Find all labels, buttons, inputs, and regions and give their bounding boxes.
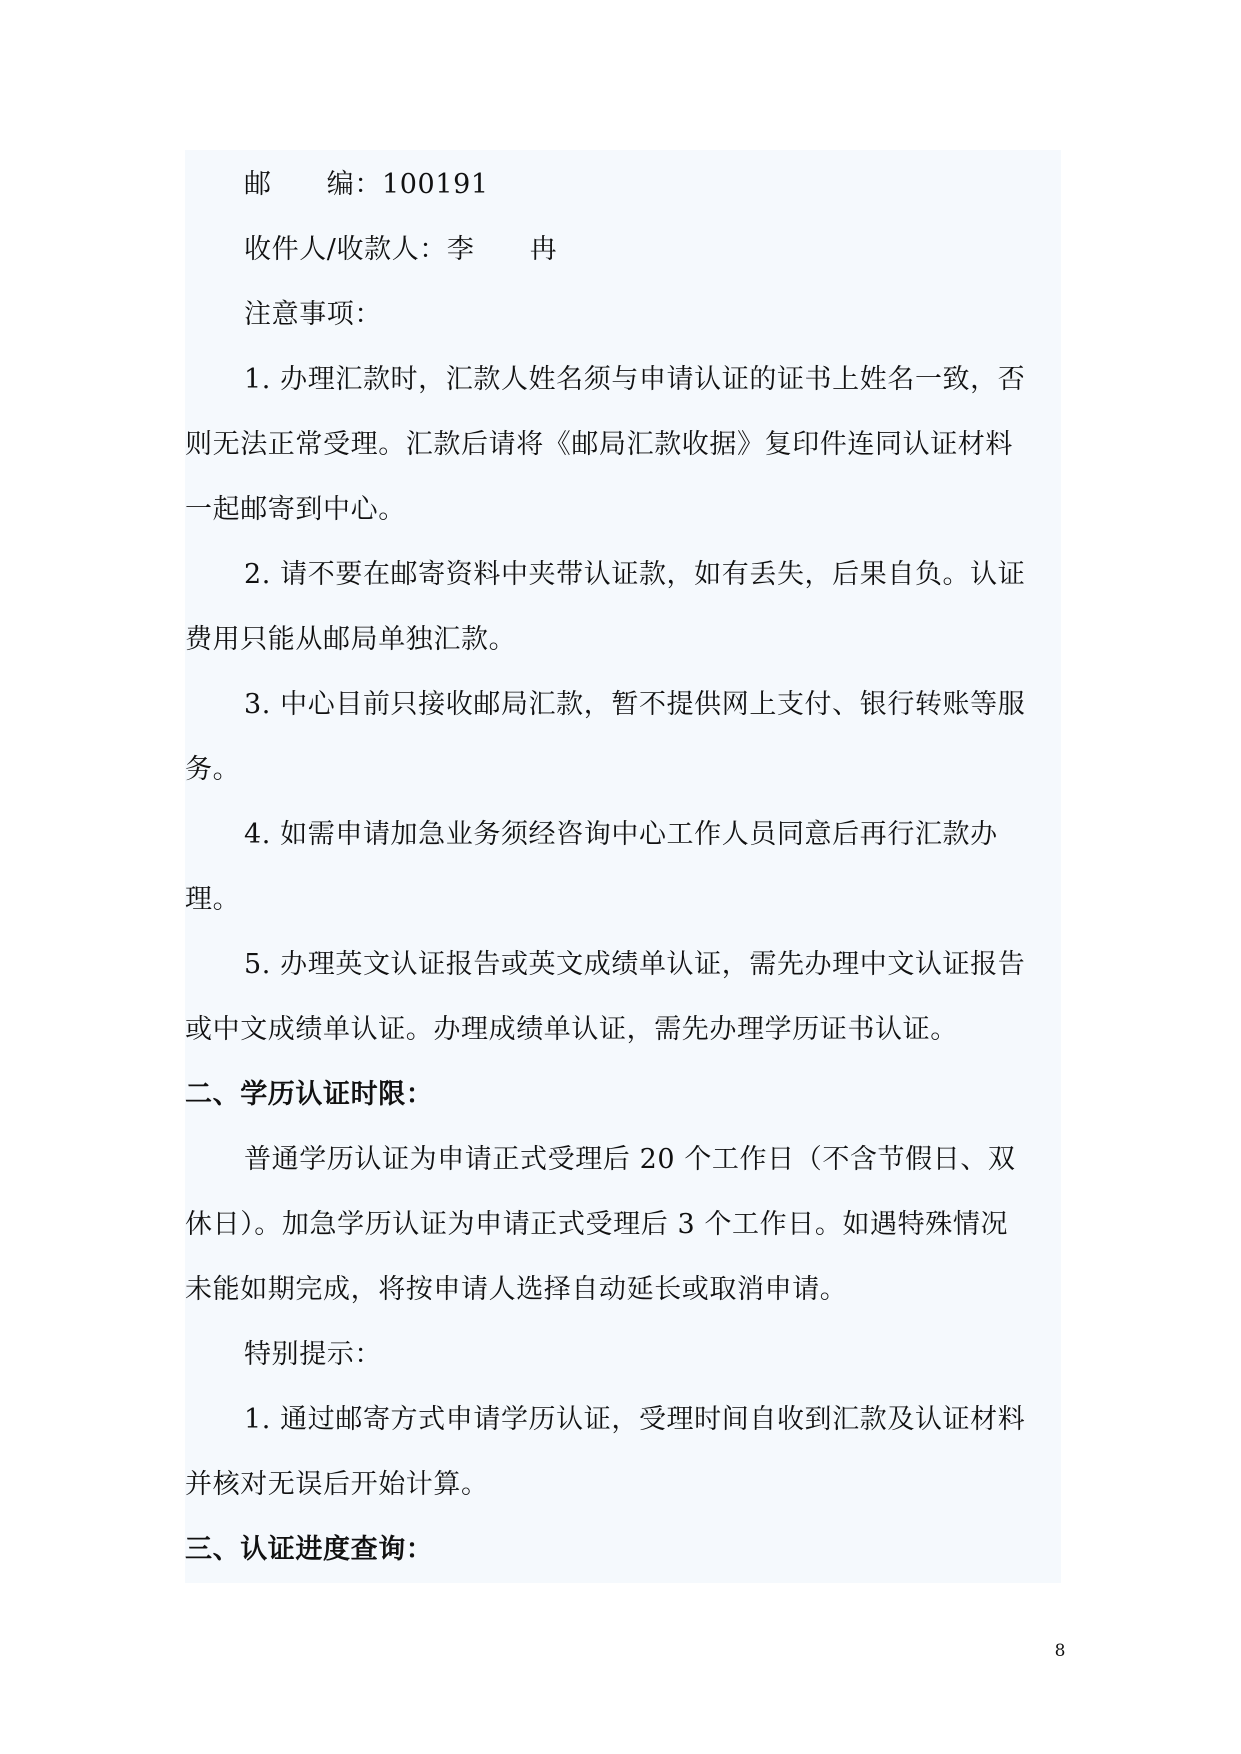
postal-code-line: 邮 编：100191 — [244, 169, 489, 200]
page-number: 8 — [1054, 1641, 1066, 1661]
section-heading-2: 二、学历认证时限： — [185, 1079, 434, 1110]
note-3-line-2: 务。 — [185, 754, 241, 785]
note-1-line-1: 1. 办理汇款时，汇款人姓名须与申请认证的证书上姓名一致，否 — [244, 364, 1026, 395]
tip-1-line-1: 1. 通过邮寄方式申请学历认证，受理时间自收到汇款及认证材料 — [244, 1404, 1026, 1435]
note-3-line-1: 3. 中心目前只接收邮局汇款，暂不提供网上支付、银行转账等服 — [244, 689, 1026, 720]
note-5-line-2: 或中文成绩单认证。办理成绩单认证，需先办理学历证书认证。 — [185, 1014, 958, 1045]
section-heading-3: 三、认证进度查询： — [185, 1534, 434, 1565]
note-1-line-3: 一起邮寄到中心。 — [185, 494, 406, 525]
time-limit-line-2: 休日）。加急学历认证为申请正式受理后 3 个工作日。如遇特殊情况 — [185, 1209, 1009, 1240]
recipient-line: 收件人/收款人：李 冉 — [244, 234, 558, 265]
note-4-line-1: 4. 如需申请加急业务须经咨询中心工作人员同意后再行汇款办 — [244, 819, 998, 850]
note-5-line-1: 5. 办理英文认证报告或英文成绩单认证，需先办理中文认证报告 — [244, 949, 1026, 980]
notes-label: 注意事项： — [244, 299, 382, 330]
note-1-line-2: 则无法正常受理。汇款后请将《邮局汇款收据》复印件连同认证材料 — [185, 429, 1013, 460]
note-2-line-1: 2. 请不要在邮寄资料中夹带认证款，如有丢失，后果自负。认证 — [244, 559, 1026, 590]
time-limit-line-1: 普通学历认证为申请正式受理后 20 个工作日（不含节假日、双 — [244, 1144, 1016, 1175]
special-tip-label: 特别提示： — [244, 1339, 382, 1370]
note-4-line-2: 理。 — [185, 884, 241, 915]
time-limit-line-3: 未能如期完成，将按申请人选择自动延长或取消申请。 — [185, 1274, 848, 1305]
document-body — [185, 150, 1061, 1583]
note-2-line-2: 费用只能从邮局单独汇款。 — [185, 624, 517, 655]
tip-1-line-2: 并核对无误后开始计算。 — [185, 1469, 489, 1500]
